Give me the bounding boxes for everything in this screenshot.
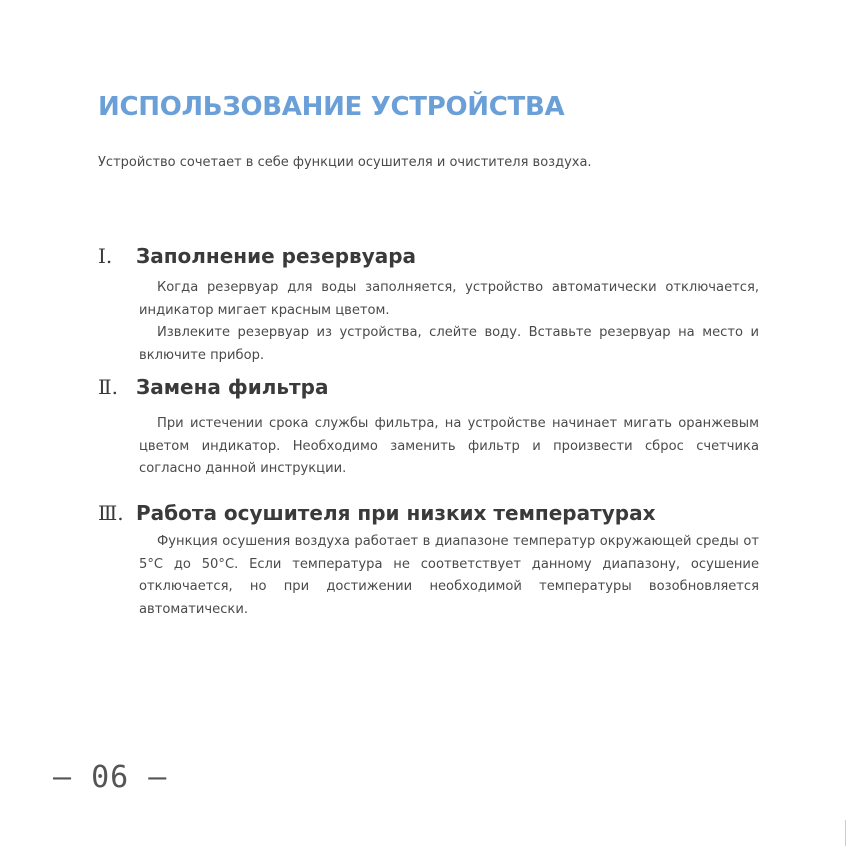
section-body-low-temperature (139, 531, 759, 621)
section-title: Работа осушителя при низких температурах (136, 501, 656, 525)
page-number: – 06 – (53, 760, 168, 795)
section-title: Замена фильтра (136, 375, 329, 399)
section-heading-low-temperature (98, 501, 655, 525)
paragraph: При истечении срока службы фильтра, на устройстве начинает мигать оранжевым цветом индикатор. Необходимо заменить фильтр и произвести сброс счетчика согласно данной инструкции. (139, 416, 759, 476)
section-numeral: Ⅱ. (98, 375, 118, 399)
section-numeral: Ⅲ. (98, 501, 124, 525)
section-body-filter (139, 413, 759, 481)
page-title: ИСПОЛЬЗОВАНИЕ УСТРОЙСТВА (98, 92, 565, 122)
paragraph: Когда резервуар для воды заполняется, устройство автоматически отключается, индикатор мигает красным цветом. (139, 280, 759, 318)
paragraph: Функция осушения воздуха работает в диапазоне температур окружающей среды от 5°С до 50°С. Если температура не соответствует данному диапазону, осушение отключается, но при достижении необходимой температуры возобновляется автоматически. (139, 534, 759, 617)
intro-text: Устройство сочетает в себе функции осушителя и очистителя воздуха. (98, 155, 592, 170)
section-numeral: Ⅰ. (98, 244, 113, 268)
section-body-reservoir (139, 277, 759, 367)
section-heading-reservoir (98, 244, 416, 268)
section-title: Заполнение резервуара (136, 244, 417, 268)
section-heading-filter (98, 375, 328, 399)
paragraph: Извлеките резервуар из устройства, слейте воду. Вставьте резервуар на место и включите прибор. (139, 325, 759, 363)
